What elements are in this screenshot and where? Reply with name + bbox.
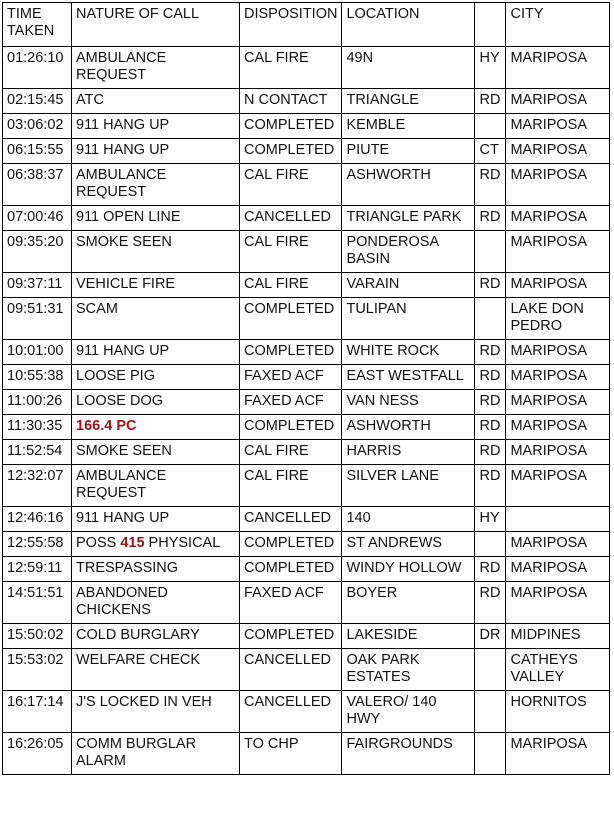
cell-disposition: COMPLETED: [240, 557, 342, 582]
table-row: [3, 691, 610, 733]
cell-city: MARIPOSA: [506, 164, 610, 206]
header-city: CITY: [506, 3, 610, 47]
cell-disposition: CAL FIRE: [240, 440, 342, 465]
cell-city: MARIPOSA: [506, 440, 610, 465]
cell-nature-of-call: SMOKE SEEN: [72, 440, 240, 465]
cell-time-taken: 11:00:26: [3, 390, 72, 415]
table-row: [3, 532, 610, 557]
nature-text: POSS: [76, 535, 121, 551]
cell-location: HARRIS: [342, 440, 475, 465]
cell-location: PONDEROSA BASIN: [342, 231, 475, 273]
table-row: [3, 582, 610, 624]
cell-nature-of-call: TRESPASSING: [72, 557, 240, 582]
cell-nature-of-call: [72, 532, 240, 557]
cell-time-taken: 11:30:35: [3, 415, 72, 440]
cell-location: PIUTE: [342, 139, 475, 164]
cell-nature-of-call: AMBULANCE REQUEST: [72, 465, 240, 507]
cell-disposition: CAL FIRE: [240, 231, 342, 273]
cell-disposition: COMPLETED: [240, 114, 342, 139]
cell-city: MARIPOSA: [506, 206, 610, 231]
cell-location: ASHWORTH: [342, 415, 475, 440]
cell-location: ST ANDREWS: [342, 532, 475, 557]
header-disposition: DISPOSITION: [240, 3, 342, 47]
cell-time-taken: 09:51:31: [3, 298, 72, 340]
cell-time-taken: 11:52:54: [3, 440, 72, 465]
cell-city: MARIPOSA: [506, 557, 610, 582]
cell-street-suffix: [475, 298, 506, 340]
cell-disposition: CAL FIRE: [240, 47, 342, 89]
cell-nature-of-call: 911 HANG UP: [72, 139, 240, 164]
cell-location: SILVER LANE: [342, 465, 475, 507]
table-row: [3, 139, 610, 164]
cell-location: LAKESIDE: [342, 624, 475, 649]
cell-disposition: N CONTACT: [240, 89, 342, 114]
cell-street-suffix: RD: [475, 206, 506, 231]
cell-time-taken: 01:26:10: [3, 47, 72, 89]
cell-street-suffix: RD: [475, 465, 506, 507]
cell-location: TRIANGLE: [342, 89, 475, 114]
cell-city: MARIPOSA: [506, 465, 610, 507]
cell-city: MARIPOSA: [506, 139, 610, 164]
table-row: [3, 415, 610, 440]
cell-nature-of-call: AMBULANCE REQUEST: [72, 164, 240, 206]
cell-nature-of-call: 911 HANG UP: [72, 114, 240, 139]
cell-street-suffix: RD: [475, 415, 506, 440]
penal-code-highlight: 166.4 PC: [76, 418, 137, 434]
cell-city: MARIPOSA: [506, 532, 610, 557]
cell-location: VALERO/ 140 HWY: [342, 691, 475, 733]
cell-street-suffix: RD: [475, 440, 506, 465]
cell-location: 49N: [342, 47, 475, 89]
cell-city: MARIPOSA: [506, 390, 610, 415]
cell-city: MARIPOSA: [506, 415, 610, 440]
cell-disposition: COMPLETED: [240, 532, 342, 557]
table-row: [3, 206, 610, 231]
call-log-table: [2, 2, 610, 775]
cell-location: OAK PARK ESTATES: [342, 649, 475, 691]
cell-nature-of-call: COLD BURGLARY: [72, 624, 240, 649]
cell-city: HORNITOS: [506, 691, 610, 733]
table-row: [3, 390, 610, 415]
cell-location: EAST WESTFALL: [342, 365, 475, 390]
cell-location: BOYER: [342, 582, 475, 624]
nature-text: PHYSICAL: [144, 535, 221, 551]
table-row: [3, 365, 610, 390]
cell-time-taken: 12:59:11: [3, 557, 72, 582]
cell-nature-of-call: COMM BURGLAR ALARM: [72, 733, 240, 775]
table-row: [3, 47, 610, 89]
cell-nature-of-call: 911 HANG UP: [72, 340, 240, 365]
cell-nature-of-call: VEHICLE FIRE: [72, 273, 240, 298]
cell-street-suffix: [475, 691, 506, 733]
cell-time-taken: 14:51:51: [3, 582, 72, 624]
cell-street-suffix: RD: [475, 273, 506, 298]
cell-nature-of-call: 911 HANG UP: [72, 507, 240, 532]
cell-nature-of-call: [72, 415, 240, 440]
header-suffix: [475, 3, 506, 47]
table-row: [3, 340, 610, 365]
cell-disposition: FAXED ACF: [240, 390, 342, 415]
cell-location: KEMBLE: [342, 114, 475, 139]
cell-street-suffix: [475, 231, 506, 273]
cell-location: ASHWORTH: [342, 164, 475, 206]
table-row: [3, 164, 610, 206]
cell-disposition: COMPLETED: [240, 298, 342, 340]
table-row: [3, 298, 610, 340]
cell-nature-of-call: LOOSE DOG: [72, 390, 240, 415]
cell-street-suffix: RD: [475, 390, 506, 415]
cell-time-taken: 10:01:00: [3, 340, 72, 365]
cell-disposition: COMPLETED: [240, 139, 342, 164]
cell-disposition: CANCELLED: [240, 507, 342, 532]
table-row: [3, 273, 610, 298]
table-row: [3, 624, 610, 649]
cell-disposition: CANCELLED: [240, 206, 342, 231]
cell-street-suffix: [475, 532, 506, 557]
cell-nature-of-call: SCAM: [72, 298, 240, 340]
cell-street-suffix: [475, 649, 506, 691]
cell-nature-of-call: J'S LOCKED IN VEH: [72, 691, 240, 733]
header-nature-of-call: NATURE OF CALL: [72, 3, 240, 47]
cell-street-suffix: RD: [475, 365, 506, 390]
cell-city: MARIPOSA: [506, 582, 610, 624]
cell-city: MARIPOSA: [506, 89, 610, 114]
cell-nature-of-call: SMOKE SEEN: [72, 231, 240, 273]
cell-nature-of-call: WELFARE CHECK: [72, 649, 240, 691]
cell-city: MARIPOSA: [506, 114, 610, 139]
cell-disposition: TO CHP: [240, 733, 342, 775]
cell-disposition: CANCELLED: [240, 649, 342, 691]
table-row: [3, 507, 610, 532]
cell-street-suffix: HY: [475, 507, 506, 532]
cell-location: TRIANGLE PARK: [342, 206, 475, 231]
cell-street-suffix: RD: [475, 557, 506, 582]
cell-city: MIDPINES: [506, 624, 610, 649]
table-row: [3, 114, 610, 139]
cell-location: WHITE ROCK: [342, 340, 475, 365]
cell-time-taken: 02:15:45: [3, 89, 72, 114]
cell-time-taken: 10:55:38: [3, 365, 72, 390]
cell-disposition: CANCELLED: [240, 691, 342, 733]
cell-location: FAIRGROUNDS: [342, 733, 475, 775]
cell-city: MARIPOSA: [506, 733, 610, 775]
cell-street-suffix: DR: [475, 624, 506, 649]
cell-street-suffix: [475, 733, 506, 775]
cell-location: VARAIN: [342, 273, 475, 298]
table-row: [3, 733, 610, 775]
call-log-body: [3, 3, 610, 775]
cell-location: TULIPAN: [342, 298, 475, 340]
cell-street-suffix: RD: [475, 340, 506, 365]
cell-time-taken: 12:46:16: [3, 507, 72, 532]
cell-time-taken: 12:55:58: [3, 532, 72, 557]
cell-city: CATHEYS VALLEY: [506, 649, 610, 691]
cell-time-taken: 16:17:14: [3, 691, 72, 733]
cell-time-taken: 15:50:02: [3, 624, 72, 649]
table-row: [3, 649, 610, 691]
cell-time-taken: 09:35:20: [3, 231, 72, 273]
cell-street-suffix: CT: [475, 139, 506, 164]
cell-city: [506, 507, 610, 532]
cell-city: MARIPOSA: [506, 340, 610, 365]
cell-disposition: COMPLETED: [240, 624, 342, 649]
table-row: [3, 89, 610, 114]
cell-time-taken: 12:32:07: [3, 465, 72, 507]
cell-location: WINDY HOLLOW: [342, 557, 475, 582]
cell-city: MARIPOSA: [506, 47, 610, 89]
cell-nature-of-call: AMBULANCE REQUEST: [72, 47, 240, 89]
cell-location: VAN NESS: [342, 390, 475, 415]
cell-time-taken: 07:00:46: [3, 206, 72, 231]
cell-time-taken: 15:53:02: [3, 649, 72, 691]
cell-location: 140: [342, 507, 475, 532]
table-row: [3, 440, 610, 465]
cell-street-suffix: [475, 114, 506, 139]
header-time-taken: TIME TAKEN: [3, 3, 72, 47]
cell-disposition: CAL FIRE: [240, 465, 342, 507]
cell-disposition: FAXED ACF: [240, 365, 342, 390]
cell-city: LAKE DON PEDRO: [506, 298, 610, 340]
header-location: LOCATION: [342, 3, 475, 47]
cell-disposition: COMPLETED: [240, 415, 342, 440]
cell-street-suffix: HY: [475, 47, 506, 89]
cell-time-taken: 06:38:37: [3, 164, 72, 206]
cell-time-taken: 16:26:05: [3, 733, 72, 775]
table-row: [3, 557, 610, 582]
cell-city: MARIPOSA: [506, 231, 610, 273]
cell-street-suffix: RD: [475, 89, 506, 114]
cell-disposition: COMPLETED: [240, 340, 342, 365]
penal-code-highlight: 415: [120, 535, 145, 551]
cell-nature-of-call: 911 OPEN LINE: [72, 206, 240, 231]
cell-time-taken: 06:15:55: [3, 139, 72, 164]
cell-disposition: CAL FIRE: [240, 164, 342, 206]
table-row: [3, 465, 610, 507]
cell-street-suffix: RD: [475, 164, 506, 206]
cell-time-taken: 03:06:02: [3, 114, 72, 139]
cell-disposition: CAL FIRE: [240, 273, 342, 298]
table-row: [3, 231, 610, 273]
cell-city: MARIPOSA: [506, 365, 610, 390]
cell-city: MARIPOSA: [506, 273, 610, 298]
cell-nature-of-call: ABANDONED CHICKENS: [72, 582, 240, 624]
table-header-row: [3, 3, 610, 47]
cell-nature-of-call: LOOSE PIG: [72, 365, 240, 390]
cell-time-taken: 09:37:11: [3, 273, 72, 298]
cell-street-suffix: RD: [475, 582, 506, 624]
cell-nature-of-call: ATC: [72, 89, 240, 114]
cell-disposition: FAXED ACF: [240, 582, 342, 624]
